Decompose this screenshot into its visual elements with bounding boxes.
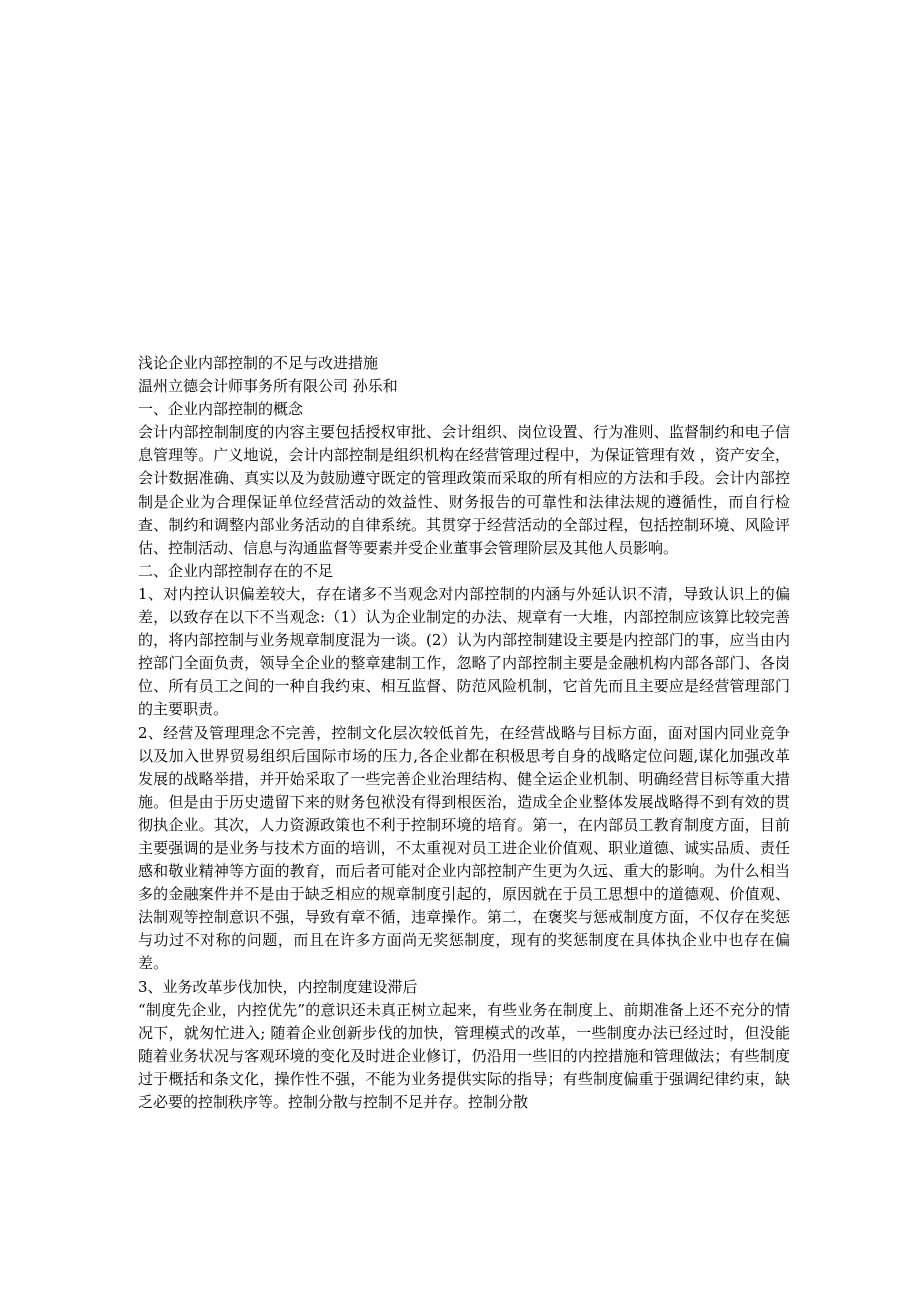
document-byline: 温州立德会计师事务所有限公司 孙乐和 bbox=[138, 377, 398, 396]
section-heading: 3、业务改革步伐加快，内控制度建设滞后 bbox=[138, 977, 418, 996]
document-title: 浅论企业内部控制的不足与改进措施 bbox=[138, 354, 379, 372]
section-heading: 二、企业内部控制存在的不足 bbox=[138, 561, 334, 580]
body-paragraph: “制度先企业，内控优先”的意识还未真正树立起来，有些业务在制度上、前期准备上还不充分的情况下，就匆忙进入; 随着企业创新步伐的加快，管理模式的改革，一些制度办法已经过时，但没能随着业务状况与客观环境的变化及时进企业修订，仍沿用一些旧的内控措施和管理做法；有些制度过于概括和条文化，操作性不强，不能为业务提供实际的指导；有些制度偏重于强调纪律约束，缺乏必要的控制秩序等。控制分散与控制不足并存。控制分散 bbox=[138, 1000, 790, 1111]
body-paragraph: 2、经营及管理理念不完善，控制文化层次较低首先，在经营战略与目标方面，面对国内同业竞争以及加入世界贸易组织后国际市场的压力,各企业都在积极思考自身的战略定位问题,谋化加强改革发展的战略举措，并开始采取了一些完善企业治理结构、健全运企业机制、明确经营目标等重大措施。但是由于历史遗留下来的财务包袱没有得到根医治，造成全企业整体发展战略得不到有效的贯彻执企业。其次，人力资源政策也不利于控制环境的培育。第一，在内部员工教育制度方面，目前主要强调的是业务与技术方面的培训，不太重视对员工进企业价值观、职业道德、诚实品质、责任感和敬业精神等方面的教育，而后者可能对企业内部控制产生更为久远、重大的影响。为什么相当多的金融案件并不是由于缺乏相应的规章制度引起的，原因就在于员工思想中的道德观、价值观、法制观等控制意识不强，导致有章不循，违章操作。第二，在褒奖与惩戒制度方面，不仅存在奖惩与功过不对称的问题，而且在许多方面尚无奖惩制度，现有的奖惩制度在具体执企业中也存在偏差。 bbox=[138, 723, 790, 973]
document-body bbox=[138, 352, 790, 1114]
body-paragraph: 1、对内控认识偏差较大，存在诸多不当观念对内部控制的内涵与外延认识不清，导致认识上的偏差，以致存在以下不当观念:（1）认为企业制定的办法、规章有一大堆，内部控制应该算比较完善的，将内部控制与业务规章制度混为一谈。(2）认为内部控制建设主要是内控部门的事，应当由内控部门全面负责，领导全企业的整章建制工作，忽略了内部控制主要是金融机构内部各部门、各岗位、所有员工之间的一种自我约束、相互监督、防范风险机制，它首先而且主要应是经营管理部门的主要职责。 bbox=[138, 584, 790, 719]
section-heading: 一、企业内部控制的概念 bbox=[138, 400, 304, 419]
body-paragraph: 会计内部控制制度的内容主要包括授权审批、会计组织、岗位设置、行为准则、监督制约和电子信息管理等。广义地说，会计内部控制是组织机构在经营管理过程中，为保证管理有效 ，资产安全，会计数据准确、真实以及为鼓励遵守既定的管理政策而采取的所有相应的方法和手段。会计内部控制是企业为合理保证单位经营活动的效益性、财务报告的可靠性和法律法规的遵循性，而自行检查、制约和调整内部业务活动的自律系统。其贯穿于经营活动的全部过程，包括控制环境、风险评估、控制活动、信息与沟通监督等要素并受企业董事会管理阶层及其他人员影响。 bbox=[138, 423, 790, 557]
